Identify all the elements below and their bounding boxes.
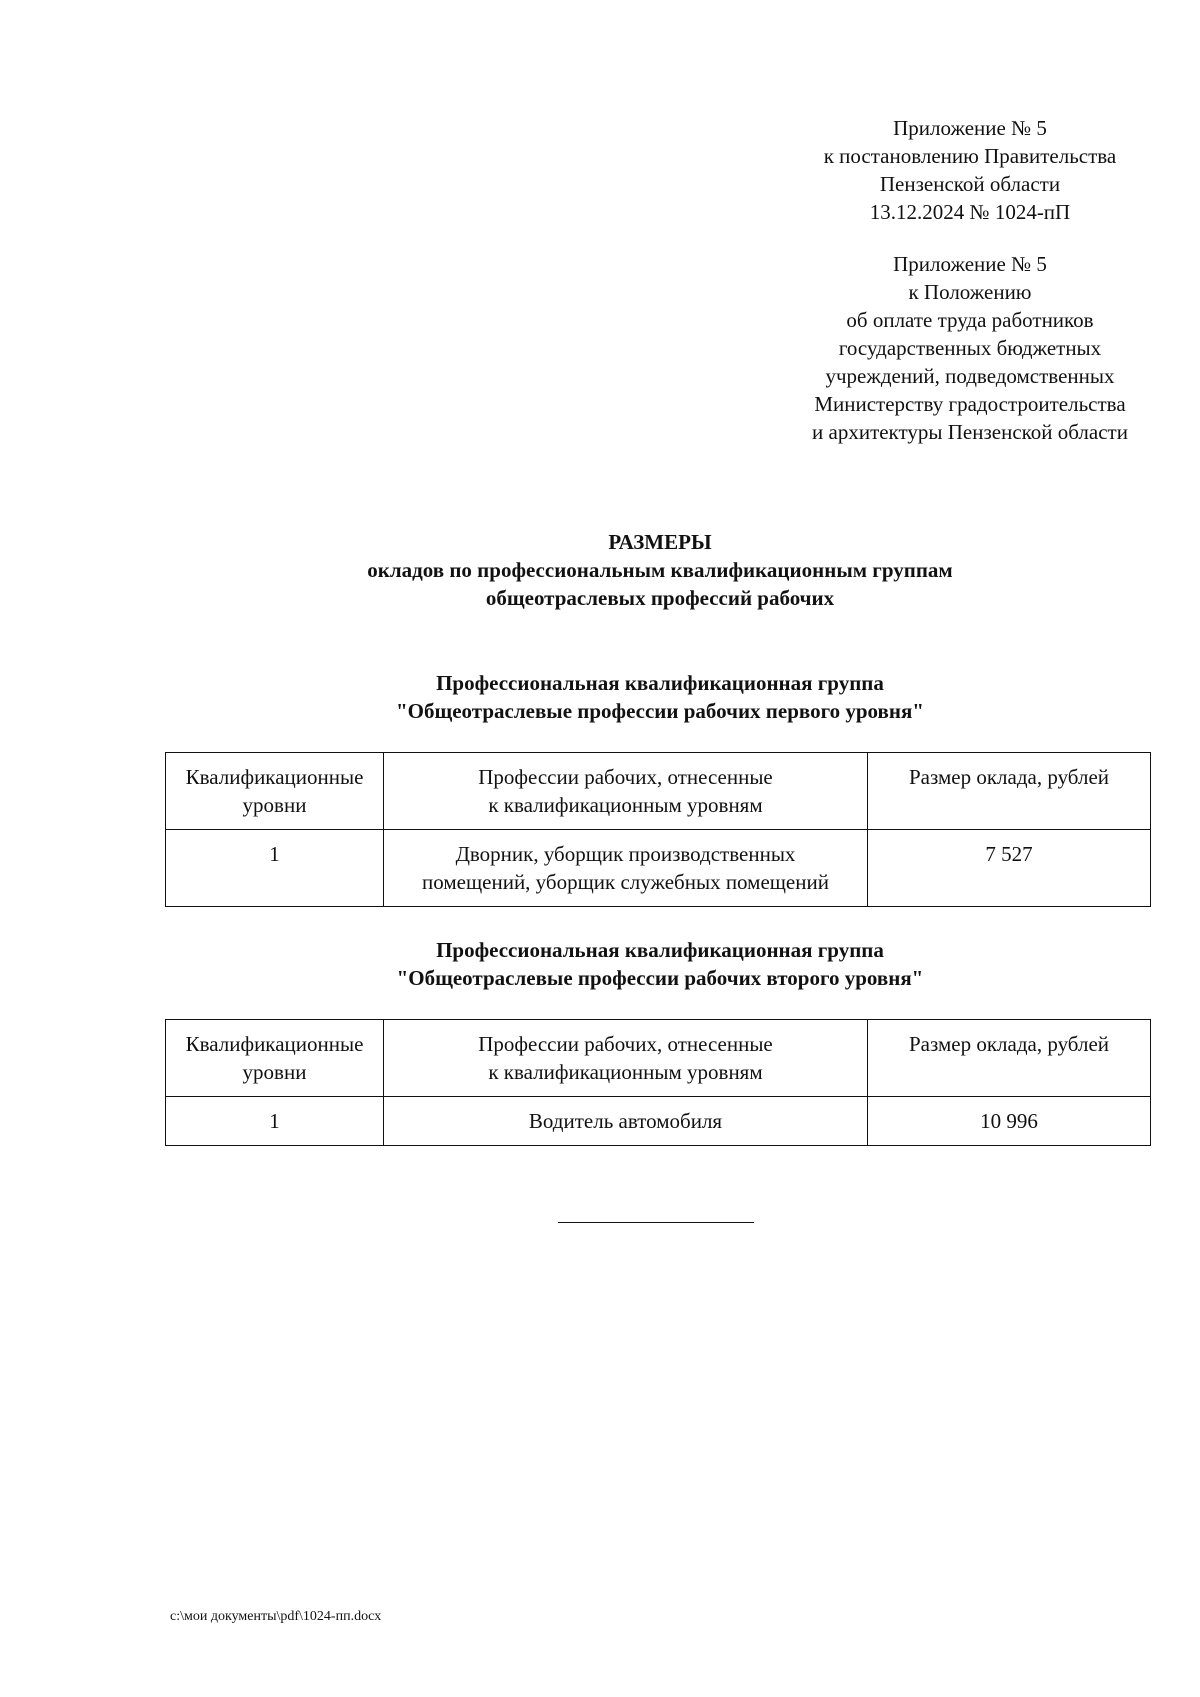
header-line: Профессии рабочих, отнесенные bbox=[478, 1032, 773, 1056]
header-line: к квалификационным уровням bbox=[488, 1060, 763, 1084]
salary-cell: 10 996 bbox=[868, 1097, 1151, 1146]
profession-line: помещений, уборщик служебных помещений bbox=[422, 870, 829, 894]
file-path-footer: c:\мои документы\pdf\1024-пп.docx bbox=[170, 1609, 382, 1624]
header-line: Профессии рабочих, отнесенные bbox=[478, 765, 773, 789]
header-line: Размер оклада, рублей bbox=[908, 765, 1109, 789]
salary-cell: 7 527 bbox=[868, 830, 1151, 907]
table-row bbox=[166, 830, 1151, 907]
header-qualification-levels bbox=[166, 753, 384, 830]
attachment-note-line: государственных бюджетных bbox=[838, 336, 1102, 360]
attachment-note-line: Приложение № 5 bbox=[893, 252, 1047, 276]
group-title-line: "Общеотраслевые профессии рабочих первого уровня" bbox=[396, 699, 924, 723]
header-line: к квалификационным уровням bbox=[488, 793, 763, 817]
group-1-salary-table bbox=[165, 752, 1151, 907]
header-line: уровни bbox=[242, 1060, 307, 1084]
header-line: Размер оклада, рублей bbox=[908, 1032, 1109, 1056]
header-salary bbox=[868, 753, 1151, 830]
profession-cell bbox=[384, 830, 868, 907]
regulation-attachment-note bbox=[755, 250, 1185, 446]
header-professions bbox=[384, 1020, 868, 1097]
document-title bbox=[160, 528, 1160, 612]
attachment-note-line: Пензенской области bbox=[879, 172, 1061, 196]
government-decree-attachment-note bbox=[770, 114, 1170, 226]
attachment-note-line: 13.12.2024 № 1024-пП bbox=[869, 200, 1071, 224]
group-title-line: Профессиональная квалификационная группа bbox=[436, 938, 884, 962]
header-qualification-levels bbox=[166, 1020, 384, 1097]
end-of-document-rule bbox=[558, 1222, 754, 1223]
group-2-title bbox=[160, 936, 1160, 992]
document-title-line: РАЗМЕРЫ bbox=[608, 530, 712, 554]
table-header-row bbox=[166, 753, 1151, 830]
attachment-note-line: учреждений, подведомственных bbox=[825, 364, 1115, 388]
group-2-salary-table bbox=[165, 1019, 1151, 1146]
group-title-line: Профессиональная квалификационная группа bbox=[436, 671, 884, 695]
attachment-note-line: к постановлению Правительства bbox=[823, 144, 1117, 168]
header-professions bbox=[384, 753, 868, 830]
profession-line: Водитель автомобиля bbox=[528, 1109, 723, 1133]
level-cell: 1 bbox=[166, 830, 384, 907]
attachment-note-line: и архитектуры Пензенской области bbox=[812, 420, 1128, 444]
header-line: уровни bbox=[242, 793, 307, 817]
document-title-line: окладов по профессиональным квалификационным группам bbox=[367, 558, 953, 582]
header-line: Квалификационные bbox=[185, 1032, 364, 1056]
profession-cell bbox=[384, 1097, 868, 1146]
attachment-note-line: об оплате труда работников bbox=[846, 308, 1094, 332]
level-cell: 1 bbox=[166, 1097, 384, 1146]
table-row bbox=[166, 1097, 1151, 1146]
group-1-title bbox=[160, 669, 1160, 725]
profession-line: Дворник, уборщик производственных bbox=[455, 842, 796, 866]
header-salary bbox=[868, 1020, 1151, 1097]
document-title-line: общеотраслевых профессий рабочих bbox=[485, 586, 835, 610]
table-header-row bbox=[166, 1020, 1151, 1097]
group-title-line: "Общеотраслевые профессии рабочих второго уровня" bbox=[396, 966, 924, 990]
attachment-note-line: к Положению bbox=[908, 280, 1032, 304]
header-line: Квалификационные bbox=[185, 765, 364, 789]
attachment-note-line: Приложение № 5 bbox=[893, 116, 1047, 140]
attachment-note-line: Министерству градостроительства bbox=[814, 392, 1126, 416]
